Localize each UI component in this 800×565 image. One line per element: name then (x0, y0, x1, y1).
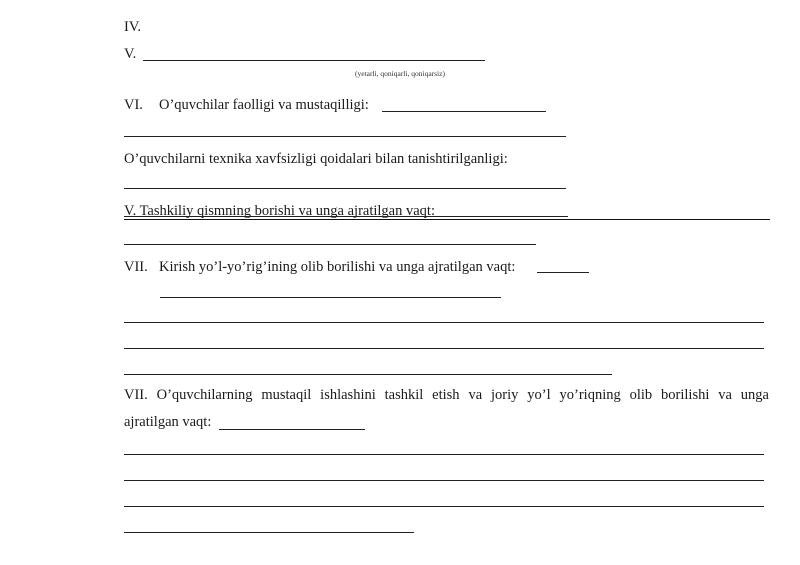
item-vii-main-blank-4 (124, 506, 764, 507)
org-part-underline (124, 216, 454, 217)
org-part-rule (124, 219, 770, 220)
item-vi-blank (382, 111, 546, 112)
item-v-note: (yetarli, qoniqarli, qoniqarsiz) (355, 69, 445, 78)
item-vii-main-blank-5 (124, 532, 414, 533)
item-vi-label: VI. (124, 97, 143, 113)
org-part-text: V. Tashkiliy qismning borishi va unga ajratilgan vaqt: (124, 203, 435, 219)
item-vii-intro-blank (537, 272, 589, 273)
org-part-blank (454, 216, 568, 217)
item-v-blank (143, 60, 485, 61)
safety-rules-text: O’quvchilarni texnika xavfsizligi qoidalari bilan tanishtirilganligi: (124, 151, 508, 167)
item-vi-blank-2 (124, 136, 566, 137)
item-vii-intro-text: Kirish yo’l-yo’rig’ining olib borilishi va unga ajratilgan vaqt: (159, 259, 516, 275)
item-vii-main-text-line1: VII. O’quvchilarning mustaqil ishlashini tashkil etish va joriy yo’l yo’riqning olib borilishi va unga (124, 387, 769, 403)
org-part-blank-2 (124, 244, 536, 245)
item-vii-intro-label: VII. (124, 259, 148, 275)
item-vii-intro-blank-3 (124, 322, 764, 323)
item-v-label: V. (124, 46, 137, 62)
item-vii-main-blank-2 (124, 454, 764, 455)
item-vi-text: O’quvchilar faolligi va mustaqilligi: (159, 97, 369, 113)
item-vii-intro-blank-2 (160, 297, 501, 298)
item-vii-intro-blank-5 (124, 374, 612, 375)
item-vii-intro-blank-4 (124, 348, 764, 349)
item-vii-main-text-line2: ajratilgan vaqt: (124, 414, 212, 430)
item-vii-main-blank (219, 429, 365, 430)
item-iv-label: IV. (124, 19, 142, 35)
safety-rules-blank (124, 188, 566, 189)
item-vii-main-blank-3 (124, 480, 764, 481)
